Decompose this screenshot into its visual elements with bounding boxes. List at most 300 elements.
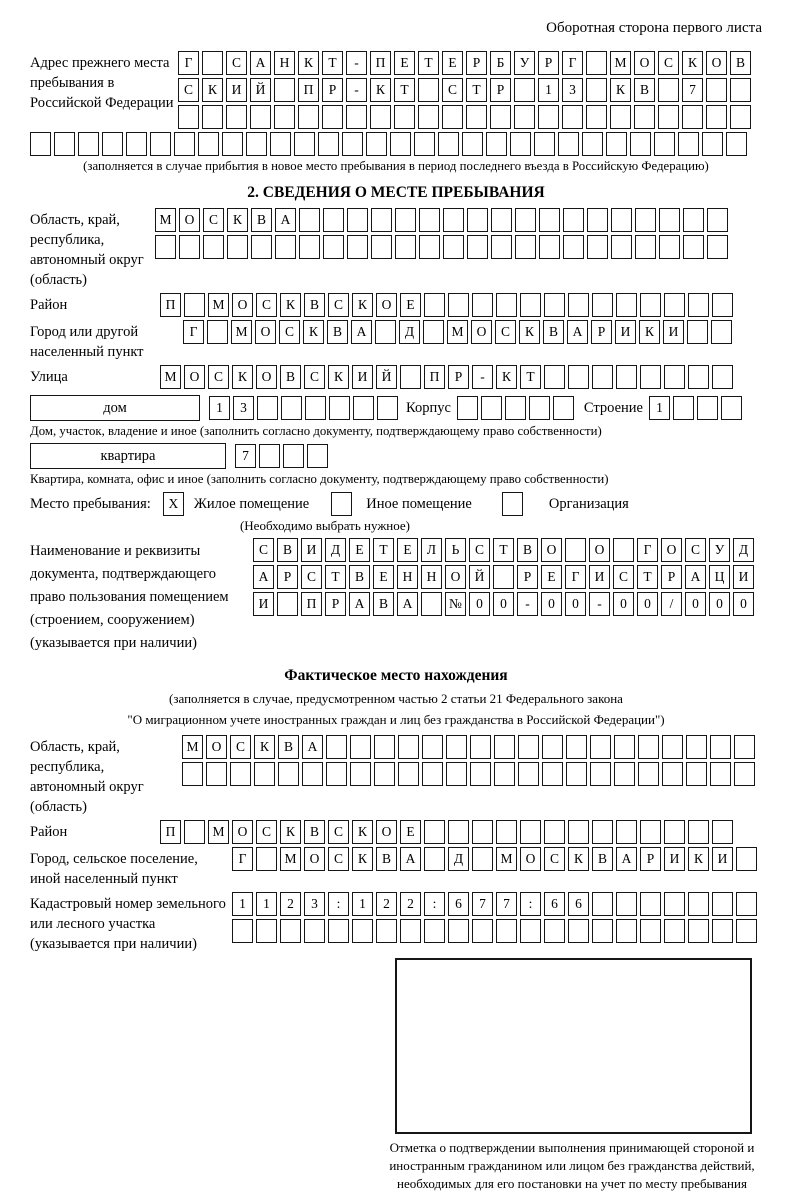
char-cell — [352, 919, 373, 943]
city-actual-label: Город, сельское поселение, иной населенный пункт — [30, 850, 198, 887]
char-cell: 0 — [733, 592, 754, 616]
prev-address-caption: (заполняется в случае прибытия в новое место пребывания в период последнего въезда в Российскую Федерацию) — [83, 159, 709, 173]
char-cell — [366, 132, 387, 156]
char-cell: К — [519, 320, 540, 344]
char-cell — [610, 105, 631, 129]
char-cell: О — [634, 51, 655, 75]
char-cell — [510, 132, 531, 156]
stamp-caption: Отметка о подтверждении выполнения принимающей стороной и иностранным гражданином или лицом без гражданства действий, необходимых для его постановки на учет по месту пребывания — [389, 1139, 755, 1192]
char-cell: : — [424, 892, 445, 916]
char-cell: П — [160, 293, 181, 317]
char-cell: Е — [373, 565, 394, 589]
char-cell — [611, 208, 632, 232]
char-cell: М — [496, 847, 517, 871]
house-caption: Дом, участок, владение и иное (заполнить согласно документу, подтверждающему право собственности) — [30, 424, 602, 438]
char-cell: О — [520, 847, 541, 871]
char-cell — [611, 235, 632, 259]
char-cell — [606, 132, 627, 156]
prev-address-full-row — [30, 132, 762, 156]
char-cell: Н — [421, 565, 442, 589]
region-grid — [155, 208, 728, 259]
char-cell: С — [328, 847, 349, 871]
char-cell: - — [346, 78, 367, 102]
char-cell: М — [155, 208, 176, 232]
char-row — [253, 592, 754, 616]
char-cell: П — [298, 78, 319, 102]
char-cell — [374, 762, 395, 786]
char-cell — [294, 132, 315, 156]
char-cell — [686, 762, 707, 786]
char-cell — [457, 396, 478, 420]
char-cell — [496, 919, 517, 943]
char-cell — [491, 208, 512, 232]
char-row — [178, 51, 751, 75]
char-cell — [342, 132, 363, 156]
stay-type-label: Место пребывания: — [30, 495, 151, 512]
char-cell: В — [251, 208, 272, 232]
char-cell: О — [304, 847, 325, 871]
char-cell — [54, 132, 75, 156]
cadastral-grid — [232, 892, 757, 943]
district-actual-label: Район — [30, 823, 68, 840]
char-cell: : — [328, 892, 349, 916]
char-cell — [568, 919, 589, 943]
char-cell — [375, 320, 396, 344]
house-cells — [209, 396, 398, 420]
field-region-actual — [30, 735, 762, 817]
char-cell — [587, 235, 608, 259]
char-cell: Р — [538, 51, 559, 75]
char-cell: Е — [541, 565, 562, 589]
char-cell: А — [302, 735, 323, 759]
char-cell — [443, 208, 464, 232]
char-cell: С — [226, 51, 247, 75]
char-cell — [467, 208, 488, 232]
char-cell: С — [495, 320, 516, 344]
char-cell — [371, 208, 392, 232]
char-cell: Й — [469, 565, 490, 589]
page-header-note: Оборотная сторона первого листа — [546, 20, 762, 36]
char-cell — [563, 235, 584, 259]
char-cell — [398, 735, 419, 759]
char-cell — [178, 105, 199, 129]
char-cell: П — [301, 592, 322, 616]
char-cell: О — [256, 365, 277, 389]
char-cell — [664, 365, 685, 389]
char-cell: Е — [397, 538, 418, 562]
char-cell — [256, 919, 277, 943]
char-cell: 0 — [637, 592, 658, 616]
char-cell — [635, 235, 656, 259]
field-street — [30, 365, 762, 389]
char-cell — [687, 320, 708, 344]
char-cell: К — [227, 208, 248, 232]
char-cell: 7 — [496, 892, 517, 916]
char-cell — [227, 235, 248, 259]
char-cell: К — [303, 320, 324, 344]
char-cell — [515, 235, 536, 259]
char-cell — [539, 235, 560, 259]
char-cell — [281, 396, 302, 420]
char-cell: Н — [397, 565, 418, 589]
char-cell — [592, 919, 613, 943]
char-cell — [542, 762, 563, 786]
char-cell — [586, 51, 607, 75]
char-cell — [542, 735, 563, 759]
char-cell — [346, 105, 367, 129]
char-cell: О — [376, 293, 397, 317]
char-cell — [398, 762, 419, 786]
char-cell: Р — [322, 78, 343, 102]
char-cell: М — [182, 735, 203, 759]
char-cell: К — [352, 820, 373, 844]
char-cell: А — [616, 847, 637, 871]
char-cell: К — [352, 293, 373, 317]
char-cell: О — [255, 320, 276, 344]
char-cell — [662, 762, 683, 786]
char-cell: П — [424, 365, 445, 389]
char-cell: С — [203, 208, 224, 232]
stay-type-row — [30, 492, 762, 516]
char-cell: Е — [400, 293, 421, 317]
char-cell — [390, 132, 411, 156]
char-cell: 3 — [233, 396, 254, 420]
char-cell — [515, 208, 536, 232]
char-cell: С — [328, 293, 349, 317]
char-cell — [230, 762, 251, 786]
char-cell — [638, 762, 659, 786]
char-cell: О — [661, 538, 682, 562]
char-cell: С — [658, 51, 679, 75]
char-row — [253, 565, 754, 589]
char-cell: У — [514, 51, 535, 75]
char-cell — [707, 235, 728, 259]
doc-grid — [253, 538, 754, 616]
char-cell: Т — [373, 538, 394, 562]
char-row — [182, 735, 755, 759]
char-cell: Е — [349, 538, 370, 562]
checkbox-organization — [502, 492, 523, 516]
char-cell: Д — [325, 538, 346, 562]
field-district — [30, 293, 762, 317]
char-cell: О — [232, 820, 253, 844]
char-cell — [274, 78, 295, 102]
doc-label: Наименование и реквизиты документа, подтверждающего право пользования помещением (строением, сооружением) (указывается при наличии) — [30, 543, 229, 651]
char-cell: С — [544, 847, 565, 871]
char-cell — [424, 847, 445, 871]
char-cell: К — [496, 365, 517, 389]
char-cell — [566, 762, 587, 786]
char-cell: Г — [637, 538, 658, 562]
prev-address-label: Адрес прежнего места пребывания в Российской Федерации — [30, 55, 174, 111]
char-cell: В — [376, 847, 397, 871]
char-cell — [422, 762, 443, 786]
char-cell — [326, 762, 347, 786]
char-cell: Р — [277, 565, 298, 589]
char-cell — [539, 208, 560, 232]
char-cell — [376, 919, 397, 943]
char-cell: Р — [640, 847, 661, 871]
char-cell — [654, 132, 675, 156]
char-cell — [486, 132, 507, 156]
char-cell: Е — [400, 820, 421, 844]
char-cell: Т — [466, 78, 487, 102]
char-cell: О — [179, 208, 200, 232]
char-cell — [481, 396, 502, 420]
char-cell — [658, 78, 679, 102]
char-cell: Т — [322, 51, 343, 75]
char-cell — [562, 105, 583, 129]
char-cell — [640, 365, 661, 389]
char-cell: О — [376, 820, 397, 844]
char-cell: К — [202, 78, 223, 102]
char-cell: 0 — [709, 592, 730, 616]
char-cell: К — [568, 847, 589, 871]
char-cell: 7 — [472, 892, 493, 916]
char-cell: Р — [490, 78, 511, 102]
char-cell — [400, 919, 421, 943]
char-cell — [270, 132, 291, 156]
char-cell: 0 — [565, 592, 586, 616]
char-cell: Р — [591, 320, 612, 344]
char-cell — [490, 105, 511, 129]
char-cell — [706, 105, 727, 129]
char-cell: И — [589, 565, 610, 589]
char-cell — [736, 892, 757, 916]
char-cell — [496, 293, 517, 317]
char-cell: М — [208, 293, 229, 317]
prev-address-section — [30, 51, 762, 129]
char-cell — [462, 132, 483, 156]
char-cell: И — [301, 538, 322, 562]
char-cell: К — [328, 365, 349, 389]
char-cell — [202, 105, 223, 129]
char-cell — [421, 592, 442, 616]
char-cell: И — [664, 847, 685, 871]
char-cell — [638, 735, 659, 759]
char-cell — [673, 396, 694, 420]
char-cell — [198, 132, 219, 156]
char-cell — [78, 132, 99, 156]
char-cell: С — [469, 538, 490, 562]
char-cell: С — [256, 293, 277, 317]
char-cell — [443, 235, 464, 259]
char-cell — [446, 762, 467, 786]
char-cell — [688, 365, 709, 389]
char-cell: М — [231, 320, 252, 344]
char-cell — [254, 762, 275, 786]
char-cell — [442, 105, 463, 129]
char-cell — [438, 132, 459, 156]
char-cell: К — [232, 365, 253, 389]
char-cell: П — [370, 51, 391, 75]
char-cell — [518, 735, 539, 759]
char-cell — [179, 235, 200, 259]
char-row — [183, 320, 732, 344]
char-cell — [448, 919, 469, 943]
char-cell — [520, 293, 541, 317]
char-cell — [565, 538, 586, 562]
char-cell — [446, 735, 467, 759]
char-cell — [544, 820, 565, 844]
checkbox-other-premises — [331, 492, 352, 516]
char-cell — [711, 320, 732, 344]
char-cell: И — [663, 320, 684, 344]
char-cell — [370, 105, 391, 129]
region-actual-grid — [182, 735, 755, 786]
char-cell: В — [373, 592, 394, 616]
char-cell: Р — [661, 565, 682, 589]
district-label: Район — [30, 297, 68, 313]
char-cell: Й — [250, 78, 271, 102]
field-district-actual — [30, 820, 762, 844]
char-cell: А — [685, 565, 706, 589]
char-cell — [707, 208, 728, 232]
char-cell — [505, 396, 526, 420]
char-row — [178, 105, 751, 129]
char-cell: 1 — [352, 892, 373, 916]
char-cell — [414, 132, 435, 156]
char-cell: Р — [517, 565, 538, 589]
char-cell: С — [301, 565, 322, 589]
char-cell — [470, 735, 491, 759]
char-cell — [323, 235, 344, 259]
char-cell: В — [304, 820, 325, 844]
char-cell — [662, 735, 683, 759]
char-cell — [329, 396, 350, 420]
char-cell — [664, 820, 685, 844]
char-cell: Г — [178, 51, 199, 75]
char-cell — [712, 365, 733, 389]
apartment-type-box: квартира — [30, 443, 226, 469]
char-cell: Р — [466, 51, 487, 75]
char-cell — [472, 847, 493, 871]
char-cell: № — [445, 592, 466, 616]
char-row — [160, 365, 733, 389]
char-cell — [448, 293, 469, 317]
char-cell — [246, 132, 267, 156]
char-cell: К — [352, 847, 373, 871]
char-cell: В — [349, 565, 370, 589]
char-cell: - — [346, 51, 367, 75]
char-cell — [659, 208, 680, 232]
char-cell — [251, 235, 272, 259]
char-cell: Т — [520, 365, 541, 389]
char-cell — [616, 820, 637, 844]
char-cell — [298, 105, 319, 129]
char-cell: К — [254, 735, 275, 759]
char-cell: И — [712, 847, 733, 871]
char-cell — [472, 919, 493, 943]
char-cell — [712, 892, 733, 916]
char-cell — [616, 919, 637, 943]
char-cell — [682, 105, 703, 129]
char-cell — [726, 132, 747, 156]
char-cell — [712, 820, 733, 844]
char-cell — [347, 208, 368, 232]
char-cell: К — [298, 51, 319, 75]
char-cell — [734, 762, 755, 786]
house-row — [30, 395, 762, 421]
char-row — [155, 208, 728, 232]
char-cell: И — [615, 320, 636, 344]
char-cell — [614, 762, 635, 786]
char-cell: С — [442, 78, 463, 102]
char-cell: У — [709, 538, 730, 562]
char-cell: Е — [394, 51, 415, 75]
char-cell: 3 — [304, 892, 325, 916]
char-cell — [706, 78, 727, 102]
char-cell: Д — [448, 847, 469, 871]
char-cell: О — [541, 538, 562, 562]
char-cell — [683, 208, 704, 232]
char-cell — [664, 919, 685, 943]
char-cell — [371, 235, 392, 259]
char-cell: Г — [183, 320, 204, 344]
char-cell — [697, 396, 718, 420]
char-row — [232, 919, 757, 943]
char-cell: И — [253, 592, 274, 616]
cadastral-label: Кадастровый номер земельного или лесного участка (указывается при наличии) — [30, 895, 226, 952]
korpus-cells — [457, 396, 574, 420]
char-cell: 0 — [469, 592, 490, 616]
char-cell — [302, 762, 323, 786]
char-cell — [630, 132, 651, 156]
char-cell — [318, 132, 339, 156]
char-cell: : — [520, 892, 541, 916]
char-cell: 2 — [400, 892, 421, 916]
field-city — [30, 320, 762, 362]
char-row — [155, 235, 728, 259]
char-cell — [544, 365, 565, 389]
char-cell — [400, 365, 421, 389]
prev-address-grid — [178, 51, 751, 129]
char-cell: 1 — [232, 892, 253, 916]
char-cell: О — [206, 735, 227, 759]
char-cell — [613, 538, 634, 562]
char-cell: Р — [325, 592, 346, 616]
char-cell — [491, 235, 512, 259]
char-cell — [419, 235, 440, 259]
stroenie-label: Строение — [583, 399, 643, 416]
char-cell: П — [160, 820, 181, 844]
char-cell — [496, 820, 517, 844]
char-cell — [702, 132, 723, 156]
char-cell: В — [327, 320, 348, 344]
char-cell — [688, 892, 709, 916]
char-cell — [155, 235, 176, 259]
actual-location-title: Фактическое место нахождения — [284, 666, 508, 684]
char-cell: 1 — [256, 892, 277, 916]
char-cell — [730, 78, 751, 102]
char-cell — [592, 365, 613, 389]
char-cell: И — [226, 78, 247, 102]
char-cell: М — [610, 51, 631, 75]
char-cell — [592, 892, 613, 916]
char-cell — [568, 293, 589, 317]
char-cell: В — [278, 735, 299, 759]
char-cell — [558, 132, 579, 156]
char-cell — [494, 735, 515, 759]
char-cell: А — [400, 847, 421, 871]
char-cell: 1 — [209, 396, 230, 420]
char-cell — [466, 105, 487, 129]
char-cell — [174, 132, 195, 156]
char-cell — [736, 847, 757, 871]
char-cell: С — [685, 538, 706, 562]
char-cell: О — [445, 565, 466, 589]
char-cell — [374, 735, 395, 759]
